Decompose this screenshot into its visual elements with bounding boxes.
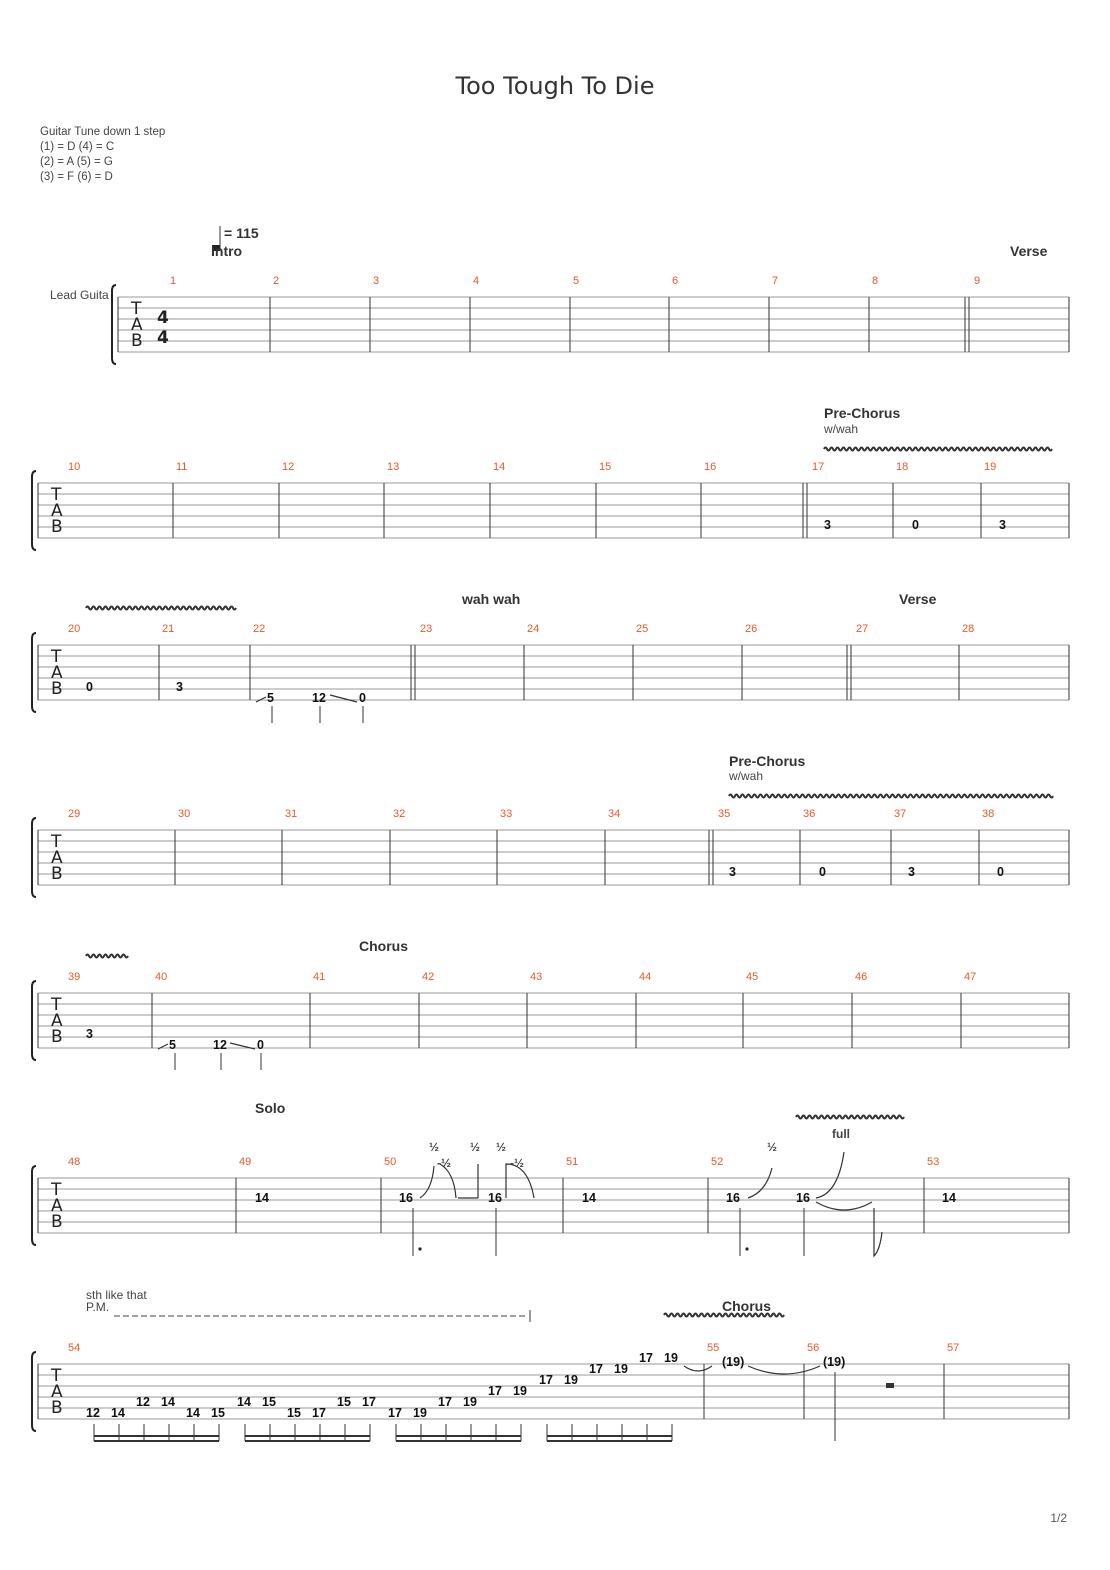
effect-wah: w/wah [824, 422, 859, 436]
tab-letter-a: A [51, 1196, 63, 1216]
fret-number: 17 [539, 1373, 553, 1387]
section-solo: Solo [255, 1100, 286, 1116]
section-wah-wah: wah wah [462, 591, 521, 607]
measure-number: 57 [947, 1342, 960, 1354]
measure-number: 50 [384, 1156, 397, 1168]
measure-number: 52 [711, 1156, 724, 1168]
fret-number: 0 [819, 865, 826, 879]
section-verse: Verse [899, 591, 937, 607]
fret-number: 12 [136, 1395, 150, 1409]
system-bracket [32, 1166, 36, 1245]
fret-number: 14 [237, 1395, 251, 1409]
system-bracket [32, 818, 36, 897]
system-bracket [32, 981, 36, 1060]
measure-number: 39 [68, 971, 81, 983]
measure-number: 56 [807, 1342, 820, 1354]
rhythm-dot [745, 1247, 748, 1250]
measure-number: 4 [473, 275, 480, 287]
fret-number: 14 [255, 1191, 269, 1205]
fret-number: 12 [213, 1038, 227, 1052]
tab-letter-a: A [51, 663, 63, 683]
fret-number: 19 [513, 1384, 527, 1398]
fret-number: 15 [287, 1406, 301, 1420]
fret-number: 15 [211, 1406, 225, 1420]
measure-number: 12 [282, 461, 295, 473]
measure-number: 20 [68, 623, 81, 635]
tab-letter-t: T [131, 299, 142, 319]
effect-wah: w/wah [729, 769, 764, 783]
fret-number: 0 [257, 1038, 264, 1052]
tab-letter-b: B [51, 517, 63, 537]
fret-number: 3 [86, 1027, 93, 1041]
track-name: Lead Guita [50, 288, 109, 302]
section-intro: Intro [211, 243, 243, 259]
tab-letter-a: A [51, 501, 63, 521]
tuning-line: (2) = A (5) = G [40, 156, 113, 168]
section-pre-chorus: Pre-Chorus [729, 753, 806, 769]
tab-letter-a: A [51, 1011, 63, 1031]
measure-number: 25 [636, 623, 649, 635]
tab-letter-t: T [51, 647, 62, 667]
rest-symbol [886, 1383, 894, 1388]
fret-number: (19) [823, 1355, 846, 1369]
measure-number: 44 [639, 971, 652, 983]
fret-number: 3 [824, 518, 831, 532]
tab-letter-b: B [51, 1027, 63, 1047]
song-title: Too Tough To Die [455, 72, 655, 100]
measure-number: 40 [155, 971, 168, 983]
measure-number: 6 [672, 275, 679, 287]
bend-curve [748, 1168, 772, 1198]
note-stem-flag [874, 1208, 882, 1256]
bend-label: ½ [496, 1140, 507, 1154]
fret-number: 0 [912, 518, 919, 532]
section-pre-chorus: Pre-Chorus [824, 405, 901, 421]
tab-letter-b: B [51, 864, 63, 884]
measure-number: 26 [745, 623, 758, 635]
fret-number: 19 [664, 1351, 678, 1365]
measure-number: 34 [608, 808, 621, 820]
measure-number: 48 [68, 1156, 81, 1168]
fret-number: (19) [722, 1355, 745, 1369]
fret-number: 5 [169, 1038, 176, 1052]
vibrato-wave [796, 1116, 904, 1119]
fret-number: 3 [999, 518, 1006, 532]
bend-label: ½ [767, 1140, 778, 1154]
measure-number: 27 [856, 623, 869, 635]
tie-curve [684, 1366, 712, 1371]
bend-label: -½ [510, 1156, 525, 1170]
measure-number: 13 [387, 461, 400, 473]
tab-letter-a: A [51, 1382, 63, 1402]
fret-number: 14 [186, 1406, 200, 1420]
tab-letter-t: T [51, 1180, 62, 1200]
rhythm-dot [418, 1247, 421, 1250]
measure-number: 38 [982, 808, 995, 820]
measure-number: 33 [500, 808, 513, 820]
measure-number: 49 [239, 1156, 252, 1168]
measure-number: 46 [855, 971, 868, 983]
tab-letter-b: B [51, 1212, 63, 1232]
tie-curve [816, 1202, 872, 1210]
tab-letter-a: A [51, 848, 63, 868]
measure-number: 22 [253, 623, 266, 635]
time-signature-bottom: 4 [157, 328, 169, 348]
fret-number: 14 [942, 1191, 956, 1205]
bend-label: ½ [470, 1140, 481, 1154]
fret-number: 3 [908, 865, 915, 879]
fret-number: 19 [564, 1373, 578, 1387]
fret-number: 3 [176, 680, 183, 694]
bend-curve [420, 1166, 434, 1198]
fret-number: 0 [997, 865, 1004, 879]
fret-number: 19 [413, 1406, 427, 1420]
fret-number: 0 [86, 680, 93, 694]
measure-number: 15 [599, 461, 612, 473]
measure-number: 14 [493, 461, 506, 473]
fret-number: 16 [726, 1191, 740, 1205]
tab-letter-t: T [51, 832, 62, 852]
fret-number: 17 [488, 1384, 502, 1398]
tuning-line: (1) = D (4) = C [40, 141, 115, 153]
bend-label: -½ [437, 1156, 452, 1170]
measure-number: 30 [178, 808, 191, 820]
tempo-marking: = 115 [224, 225, 259, 241]
measure-number: 37 [894, 808, 907, 820]
measure-number: 36 [803, 808, 816, 820]
measure-number: 18 [896, 461, 909, 473]
measure-number: 19 [984, 461, 997, 473]
fret-number: 5 [267, 691, 274, 705]
fret-number: 15 [262, 1395, 276, 1409]
vibrato-wave [86, 955, 128, 958]
system-bracket [32, 471, 36, 550]
measure-number: 41 [313, 971, 326, 983]
fret-number: 17 [362, 1395, 376, 1409]
fret-number: 17 [589, 1362, 603, 1376]
system-bracket [32, 633, 36, 712]
measure-number: 23 [420, 623, 433, 635]
fret-number: 17 [312, 1406, 326, 1420]
tab-letter-a: A [131, 315, 143, 335]
measure-number: 51 [566, 1156, 579, 1168]
measure-number: 43 [530, 971, 543, 983]
fret-number: 12 [312, 691, 326, 705]
measure-number: 35 [718, 808, 731, 820]
measure-number: 31 [285, 808, 298, 820]
fret-number: 14 [582, 1191, 596, 1205]
tie-curve [748, 1366, 820, 1374]
measure-number: 1 [170, 275, 177, 287]
measure-number: 55 [707, 1342, 720, 1354]
tab-letter-b: B [51, 679, 63, 699]
fret-number: 16 [796, 1191, 810, 1205]
fret-number: 16 [488, 1191, 502, 1205]
measure-number: 16 [704, 461, 717, 473]
palm-mute-label: P.M. [86, 1300, 110, 1314]
measure-number: 53 [927, 1156, 940, 1168]
measure-number: 3 [373, 275, 380, 287]
measure-number: 9 [974, 275, 981, 287]
fret-number: 17 [639, 1351, 653, 1365]
bend-label: full [832, 1127, 850, 1141]
measure-number: 2 [273, 275, 280, 287]
fret-number: 14 [161, 1395, 175, 1409]
measure-number: 32 [393, 808, 406, 820]
fret-number: 15 [337, 1395, 351, 1409]
measure-number: 54 [68, 1342, 81, 1354]
fret-number: 14 [111, 1406, 125, 1420]
fret-number: 0 [359, 691, 366, 705]
fret-number: 12 [86, 1406, 100, 1420]
annotation-text: sth like that [86, 1288, 147, 1302]
fret-number: 3 [729, 865, 736, 879]
tab-letter-t: T [51, 995, 62, 1015]
bend-curve [816, 1152, 844, 1198]
system-bracket [32, 1352, 36, 1431]
measure-number: 10 [68, 461, 81, 473]
fret-number: 19 [614, 1362, 628, 1376]
slide-mark [330, 695, 357, 702]
tuning-line: (3) = F (6) = D [40, 171, 113, 183]
measure-number: 29 [68, 808, 81, 820]
measure-number: 17 [812, 461, 825, 473]
section-verse: Verse [1010, 243, 1048, 259]
tab-letter-b: B [131, 331, 143, 351]
vibrato-wave [86, 607, 236, 610]
vibrato-wave [729, 795, 1053, 798]
time-signature-top: 4 [157, 308, 169, 328]
measure-number: 47 [964, 971, 977, 983]
tab-letter-t: T [51, 485, 62, 505]
tab-letter-b: B [51, 1398, 63, 1418]
fret-number: 17 [388, 1406, 402, 1420]
measure-number: 45 [746, 971, 759, 983]
measure-number: 5 [573, 275, 580, 287]
system-bracket [112, 285, 116, 364]
page-number: 1/2 [1050, 1511, 1067, 1525]
measure-number: 42 [422, 971, 435, 983]
fret-number: 16 [399, 1191, 413, 1205]
measure-number: 11 [176, 461, 188, 473]
tab-letter-t: T [51, 1366, 62, 1386]
measure-number: 21 [162, 623, 175, 635]
fret-number: 19 [463, 1395, 477, 1409]
measure-number: 28 [962, 623, 975, 635]
tuning-header: Guitar Tune down 1 step [40, 126, 166, 138]
measure-number: 7 [772, 275, 779, 287]
measure-number: 8 [872, 275, 879, 287]
section-chorus: Chorus [359, 938, 408, 954]
bend-label: ½ [429, 1140, 440, 1154]
measure-number: 24 [527, 623, 540, 635]
fret-number: 17 [438, 1395, 452, 1409]
section-chorus: Chorus [722, 1298, 771, 1314]
vibrato-wave [824, 448, 1052, 451]
